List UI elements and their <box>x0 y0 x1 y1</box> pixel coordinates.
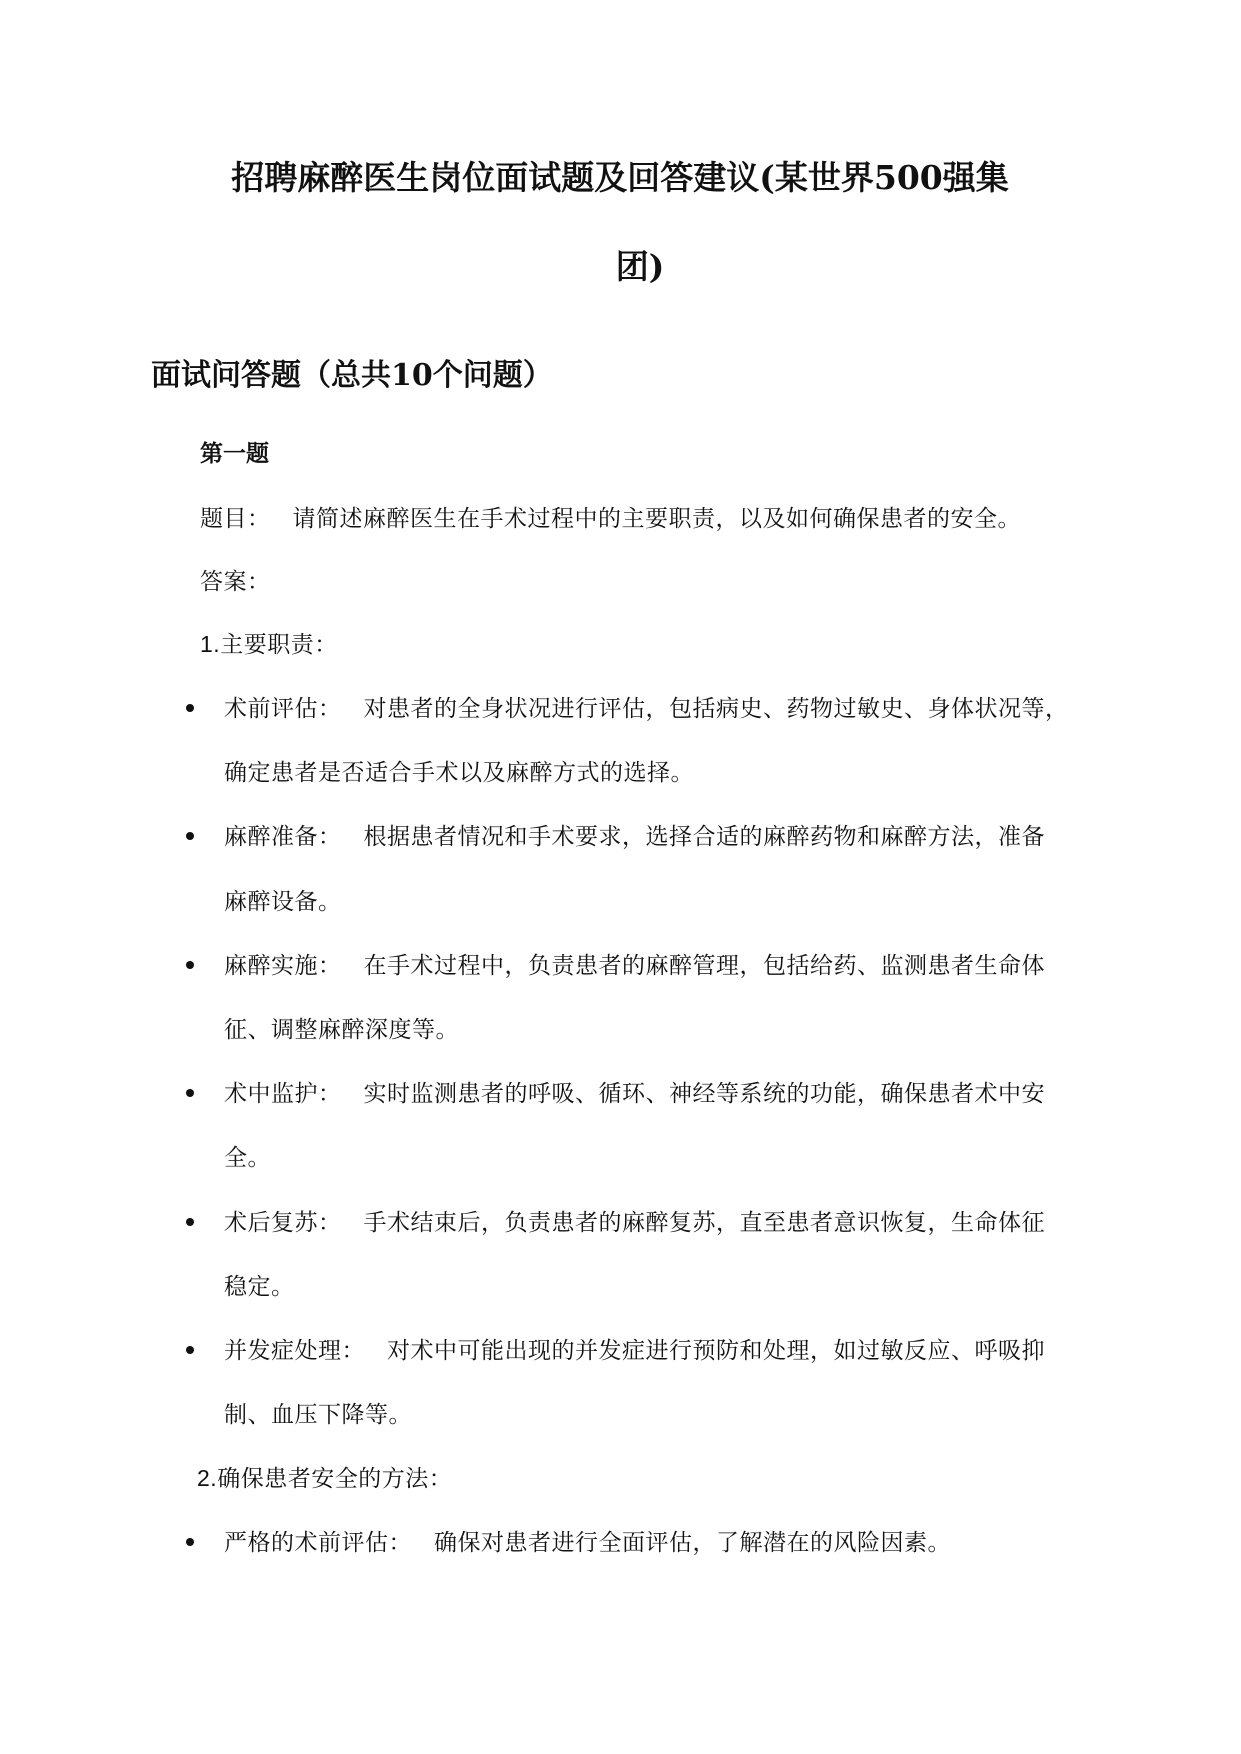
section-heading: 面试问答题（总共10个问题） <box>151 358 553 393</box>
part2-heading <box>197 1460 452 1493</box>
document-title-line-1: 招聘麻醉医生岗位面试题及回答建议(某世界500强集 <box>231 158 1009 197</box>
part1-number: 1. <box>200 631 221 657</box>
list-item-label: 严格的术前评估： <box>224 1530 412 1556</box>
list-item-text: 确保对患者进行全面评估，了解潜在的风险因素。 <box>434 1530 951 1556</box>
list-item-label: 并发症处理： <box>224 1338 365 1364</box>
bullet-icon <box>186 1218 194 1226</box>
part2-number: 2. <box>197 1465 218 1491</box>
part2-label: 确保患者安全的方法： <box>217 1466 453 1492</box>
question-prompt-label: 题目： <box>200 506 271 532</box>
list-item-continuation: 确定患者是否适合手术以及麻醉方式的选择。 <box>224 760 694 786</box>
part1-heading <box>200 626 338 659</box>
list-item <box>224 1204 1045 1237</box>
list-item-continuation: 全。 <box>224 1145 271 1171</box>
list-item <box>224 690 1069 723</box>
question-prompt <box>200 500 1021 533</box>
list-item-text: 实时监测患者的呼吸、循环、神经等系统的功能，确保患者术中安 <box>363 1081 1045 1107</box>
list-item-continuation: 稳定。 <box>224 1274 295 1300</box>
list-item <box>224 1332 1045 1365</box>
list-item <box>224 1524 951 1557</box>
bullet-icon <box>186 961 194 969</box>
bullet-icon <box>186 1538 194 1546</box>
question-heading: 第一题 <box>200 440 269 467</box>
list-item-continuation: 麻醉设备。 <box>224 889 342 915</box>
bullet-icon <box>186 704 194 712</box>
list-item-label: 术后复苏： <box>224 1210 342 1236</box>
list-item-text: 在手术过程中，负责患者的麻醉管理，包括给药、监测患者生命体 <box>363 953 1045 979</box>
list-item-text: 对术中可能出现的并发症进行预防和处理，如过敏反应、呼吸抑 <box>387 1338 1045 1364</box>
list-item <box>224 947 1045 980</box>
bullet-icon <box>186 832 194 840</box>
list-item-continuation: 征、调整麻醉深度等。 <box>224 1017 459 1043</box>
bullet-icon <box>186 1089 194 1097</box>
list-item-text: 手术结束后，负责患者的麻醉复苏，直至患者意识恢复，生命体征 <box>363 1210 1045 1236</box>
bullet-icon <box>186 1346 194 1354</box>
document-title-line-2: 团) <box>615 247 665 286</box>
part1-label: 主要职责： <box>220 632 338 658</box>
list-item-label: 麻醉实施： <box>224 953 342 979</box>
list-item-label: 术前评估： <box>224 696 342 722</box>
list-item <box>224 1075 1045 1108</box>
list-item <box>224 818 1045 851</box>
answer-label: 答案： <box>200 569 271 595</box>
list-item-continuation: 制、血压下降等。 <box>224 1402 412 1428</box>
list-item-label: 麻醉准备： <box>224 824 342 850</box>
question-prompt-text: 请简述麻醉医生在手术过程中的主要职责，以及如何确保患者的安全。 <box>292 506 1021 532</box>
list-item-label: 术中监护： <box>224 1081 342 1107</box>
list-item-text: 对患者的全身状况进行评估，包括病史、药物过敏史、身体状况等， <box>363 696 1069 722</box>
list-item-text: 根据患者情况和手术要求，选择合适的麻醉药物和麻醉方法，准备 <box>363 824 1045 850</box>
